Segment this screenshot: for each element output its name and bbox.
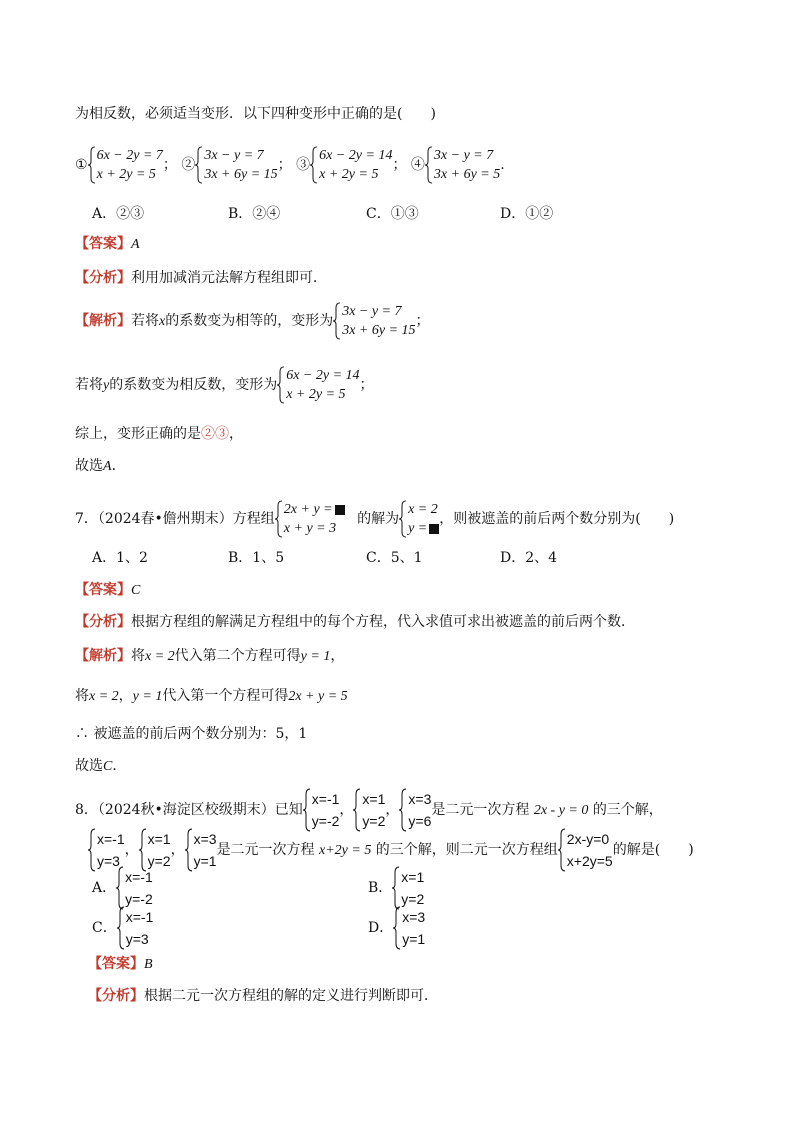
- q8-choice-a[interactable]: A． x=-1 y=-2: [92, 869, 153, 907]
- cover-block-icon: [335, 505, 345, 515]
- q8-target-system: 2x-y=0 x+2y=5: [558, 828, 613, 872]
- q8-answer: [88, 954, 153, 975]
- q7-choice-c[interactable]: C．5、1: [366, 550, 423, 566]
- answer-tag: 【答案】: [75, 236, 131, 252]
- q6-options-line: ① 6x − 2y = 7 x + 2y = 5 ； ② 3x − y = 7 3x + 6y = 15 ； ③ 6x − 2y = 14 x + 2y = 5 ； ④ 3x − y = 7 3x + 6y = 5 .: [75, 148, 505, 182]
- q7-solution-system: x = 2 y =: [399, 500, 439, 538]
- q6-mark-2: ②: [181, 157, 196, 173]
- solution-tag: 【解析】: [75, 313, 131, 329]
- q6-system-3: 6x − 2y = 14 x + 2y = 5: [310, 146, 392, 184]
- q6-mark-1: ①: [75, 157, 88, 173]
- q6-solution-2: 若将y的系数变为相反数，变形为 6x − 2y = 14 x + 2y = 5 ；: [75, 368, 374, 402]
- q6-mark-3: ③: [296, 157, 311, 173]
- q8-choice-b[interactable]: B． x=1 y=2: [368, 869, 425, 907]
- q6-conclusion: 综上，变形正确的是②③，: [75, 426, 243, 442]
- q6-answer: [75, 234, 140, 255]
- answer-value: C: [131, 583, 141, 598]
- q7-answer: [75, 580, 140, 601]
- q8-analysis: [88, 986, 438, 1006]
- cover-block-icon: [429, 524, 439, 534]
- q6-solution-system-2: 6x − 2y = 14 x + 2y = 5: [277, 366, 359, 404]
- q7-system: 2x + y = x + y = 3: [275, 500, 345, 538]
- answer-value: B: [144, 957, 153, 972]
- q6-system-1: 6x − 2y = 7 x + 2y = 5: [88, 146, 163, 184]
- analysis-tag: 【分析】: [88, 988, 144, 1004]
- q8-stem-line-2: x=-1 y=3 ， x=1 y=2 ， x=3 y=1 是二元一次方程 x+2y = 5 的三个解，则二元一次方程组 2x-y=0 x+2y=5 的解是( ): [88, 828, 694, 872]
- q6-system-4: 3x − y = 7 3x + 6y = 5: [425, 146, 500, 184]
- q8-known-4: x=-1 y=3: [88, 828, 125, 872]
- answer-value: A: [131, 237, 140, 252]
- q7-choice-d[interactable]: D．2、4: [500, 550, 558, 566]
- q8-stem-line-1: 8．（2024秋•海淀区校级期末）已知 x=-1 y=-2 ， x=1 y=2 ， x=3 y=6 是二元一次方程 2x - y = 0 的三个解，: [75, 788, 663, 832]
- analysis-tag: 【分析】: [75, 270, 131, 286]
- q7-solution-3: ∴ 被遮盖的前后两个数分别为：5，1: [75, 726, 308, 742]
- analysis-text: 根据方程组的解满足方程组中的每个方程，代入求值可求出被遮盖的前后两个数．: [131, 614, 635, 630]
- q8-choice-c[interactable]: C． x=-1 y=3: [92, 909, 154, 947]
- q7-pick: 故选C．: [75, 758, 127, 774]
- answer-tag: 【答案】: [75, 582, 131, 598]
- q8-choice-d[interactable]: D． x=3 y=1: [368, 909, 426, 947]
- q6-choice-c[interactable]: C．①③: [366, 206, 419, 222]
- q7-solution-1: 【解析】将x = 2代入第二个方程可得y = 1，: [75, 648, 345, 664]
- q6-pick: 故选A．: [75, 458, 126, 474]
- q6-choice-d[interactable]: D．①②: [500, 206, 554, 222]
- analysis-tag: 【分析】: [75, 614, 131, 630]
- q8-known-1: x=-1 y=-2: [303, 788, 340, 832]
- q7-choice-a[interactable]: A．1、2: [92, 550, 148, 566]
- analysis-text: 根据二元一次方程组的解的定义进行判断即可．: [144, 988, 438, 1004]
- q6-analysis: [75, 268, 327, 288]
- q6-system-2: 3x − y = 7 3x + 6y = 15: [195, 146, 277, 184]
- q8-known-5: x=1 y=2: [139, 828, 171, 872]
- q6-solution-1: 【解析】若将x的系数变为相等的，变形为 3x − y = 7 3x + 6y = 15 ；: [75, 304, 430, 338]
- q6-choice-a[interactable]: A．②③: [92, 206, 145, 222]
- solution-tag: 【解析】: [75, 648, 131, 664]
- q7-analysis: [75, 612, 635, 632]
- q6-choice-b[interactable]: B．②④: [228, 206, 281, 222]
- analysis-text: 利用加减消元法解方程组即可．: [131, 270, 327, 286]
- q6-solution-system-1: 3x − y = 7 3x + 6y = 15: [333, 302, 415, 340]
- q8-known-3: x=3 y=6: [399, 788, 431, 832]
- q8-known-6: x=3 y=1: [185, 828, 217, 872]
- q8-known-2: x=1 y=2: [353, 788, 385, 832]
- q7-stem: 7．（2024春•儋州期末）方程组 2x + y = x + y = 3 的解为 x = 2 y = ，则被遮盖的前后两个数分别为( ): [75, 502, 675, 536]
- q6-intro: 为相反数，必须适当变形．以下四种变形中正确的是( ): [75, 106, 436, 122]
- q7-choice-b[interactable]: B．1、5: [228, 550, 285, 566]
- q6-mark-4: ④: [410, 157, 425, 173]
- answer-tag: 【答案】: [88, 956, 144, 972]
- q7-solution-2: 将x = 2，y = 1代入第一个方程可得2x + y = 5: [75, 688, 348, 704]
